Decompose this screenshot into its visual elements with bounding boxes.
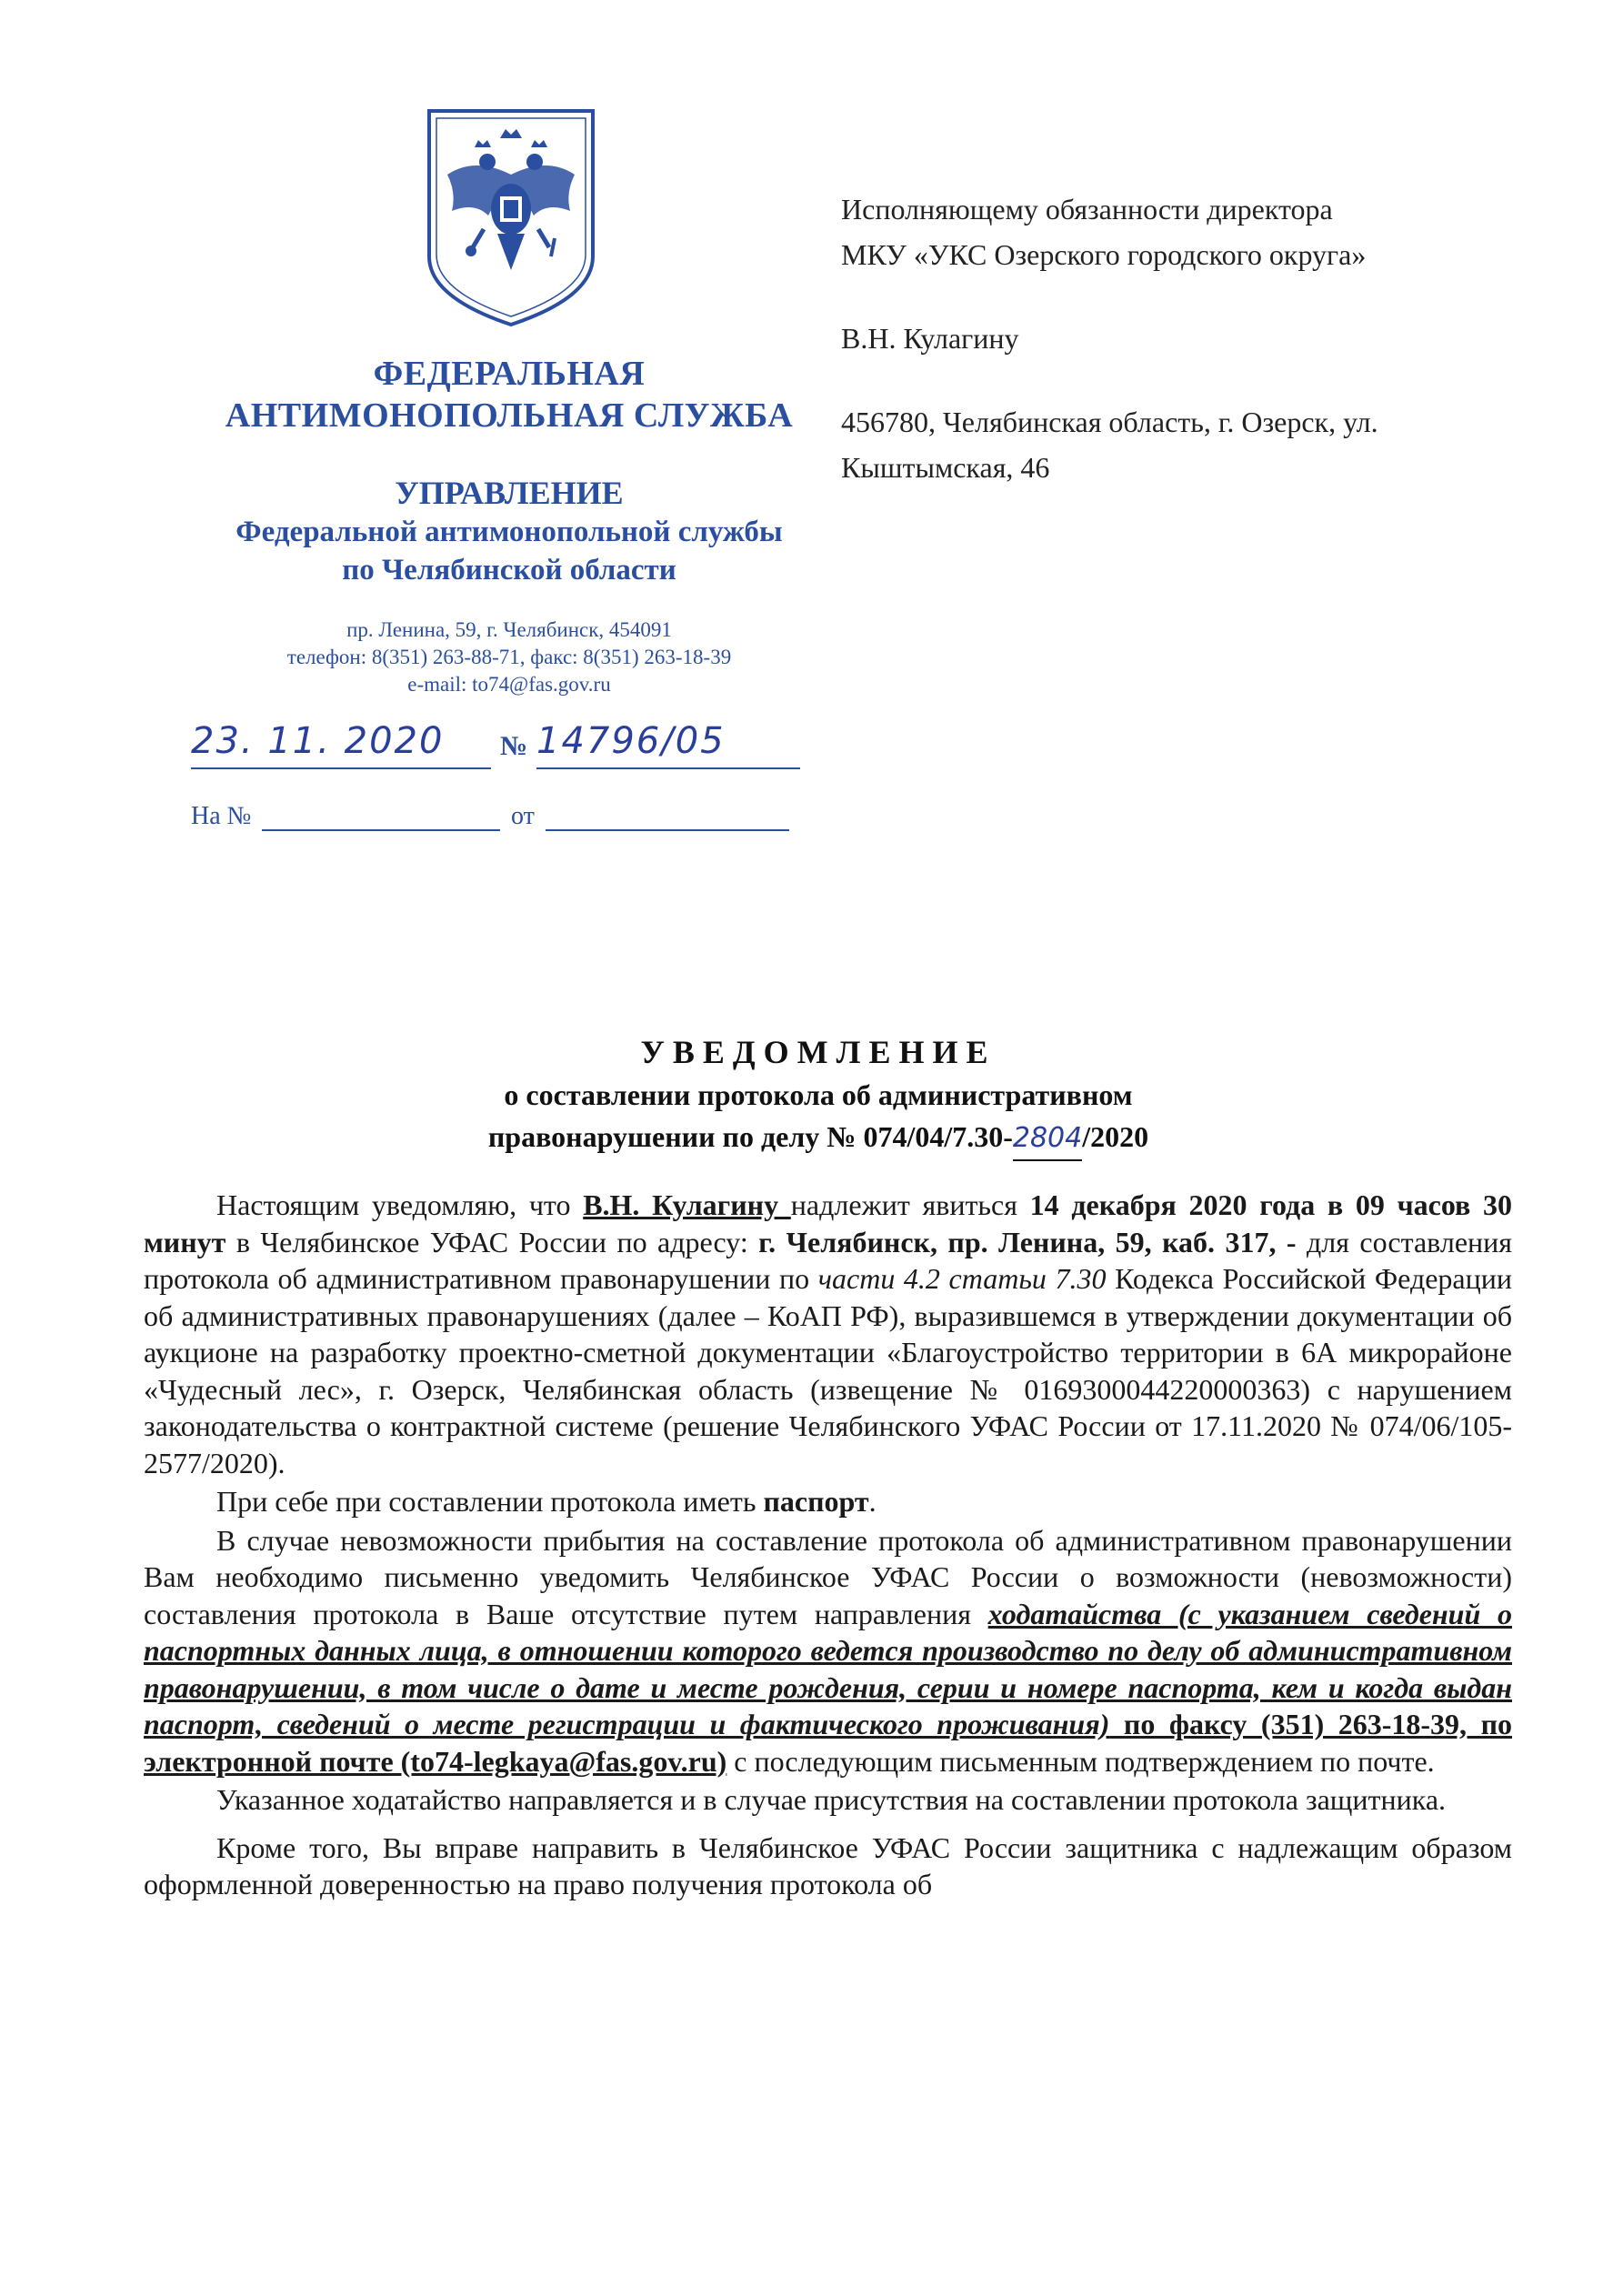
addressee-address-1: 456780, Челябинская область, г. Озерск, ул. <box>841 406 1378 438</box>
reference-date-blank <box>546 829 789 831</box>
addressee-organization: МКУ «УКС Озерского городского округа» <box>841 238 1367 271</box>
department-line-1: УПРАВЛЕНИЕ <box>395 475 624 511</box>
registration-line <box>191 720 809 775</box>
recipient-name: В.Н. Кулагину <box>583 1188 791 1221</box>
registration-date: 23. 11. 2020 <box>191 720 491 769</box>
contact-email: e-mail: to74@fas.gov.ru <box>407 673 611 696</box>
appointment-address: г. Челябинск, пр. Ленина, 59, каб. 317, - <box>758 1225 1297 1258</box>
case-number-suffix: /2020 <box>1082 1120 1149 1153</box>
addressee-address-2: Кыштымская, 46 <box>841 451 1050 484</box>
contact-block <box>182 617 837 698</box>
text-run: с последующим письменным подтверждением по почте. <box>726 1744 1435 1778</box>
contact-address: пр. Ленина, 59, г. Челябинск, 454091 <box>346 618 672 641</box>
department-line-2: Федеральной антимонопольной службы <box>235 516 783 548</box>
russian-double-headed-eagle-icon <box>420 102 602 329</box>
case-number-handwritten: 2804 <box>1013 1118 1082 1161</box>
fax-and-email: по факсу (351) 263-18-39, по электронной почте (to74-legkaya@fas.gov.ru) <box>144 1708 1513 1778</box>
contact-phones: телефон: 8(351) 263-88-71, факс: 8(351) 263-18-39 <box>286 646 732 668</box>
registration-number: 14796/05 <box>536 720 800 769</box>
notice-subtitle-2 <box>127 1116 1509 1161</box>
text-run: . <box>868 1485 877 1518</box>
paragraph-defender-presence: Указанное ходатайство направляется и в случае присутствия на составлении протокола защитника. <box>216 1783 1447 1816</box>
agency-name <box>182 353 837 436</box>
petition-requirements: ходатайства (с указанием сведений о паспортных данных лица, в отношении которого ведется производство по делу об административном правонарушении, в том числе о дате и месте рождения, серии и номере паспорта, кем и когда выдан паспорт, сведений о месте регистрации и фактического проживания) <box>144 1597 1513 1740</box>
addressee-position: Исполняющему обязанности директора <box>841 193 1333 226</box>
paragraph-petition <box>144 1522 1512 1780</box>
reference-prefix: На № <box>191 802 252 830</box>
department-line-3: по Челябинской области <box>342 554 676 587</box>
appointment-datetime: 14 декабря 2020 года в 09 часов 30 минут <box>144 1188 1513 1258</box>
text-run: для составления протокола об административном правонарушении по <box>144 1225 1513 1295</box>
text-run: При себе при составлении протокола иметь <box>216 1485 764 1518</box>
text-run: в Челябинское УФАС России по адресу: <box>225 1225 759 1258</box>
text-run: В случае невозможности прибытия на составление протокола об административном правонарушении Вам необходимо письменно уведомить Челябинское УФАС России о возможности (невозможности) составления протокола в Ваше отсутствие путем направления <box>144 1523 1512 1630</box>
paragraph-summons <box>144 1187 1512 1481</box>
addressee-name: В.Н. Кулагину <box>841 322 1019 355</box>
passport-term: паспорт <box>763 1485 869 1518</box>
addressee-block <box>841 186 1532 490</box>
reference-number-blank <box>262 829 500 831</box>
paragraph-defender-rights: Кроме того, Вы вправе направить в Челябинское УФАС России защитника с надлежащим образом оформленной доверенностью на право получения протокола об <box>144 1830 1512 1900</box>
agency-line-1: ФЕДЕРАЛЬНАЯ <box>373 355 646 393</box>
text-run: Настоящим уведомляю, что <box>216 1188 584 1221</box>
notice-title: УВЕДОМЛЕНИЕ <box>640 1034 997 1070</box>
department-name <box>182 473 837 589</box>
notice-title-block <box>127 1030 1509 1161</box>
paragraph-passport <box>144 1483 1512 1520</box>
registration-number-label: № <box>500 731 528 761</box>
notice-subtitle-1: о составлении протокола об административном <box>504 1078 1133 1111</box>
reference-line <box>191 802 809 838</box>
case-number-prefix: правонарушении по делу № 074/04/7.30- <box>487 1120 1013 1153</box>
law-article: части 4.2 статьи 7.30 <box>817 1262 1107 1295</box>
reference-from-label: от <box>511 802 535 830</box>
text-run: надлежит явиться <box>790 1188 1030 1221</box>
notice-body <box>144 1187 1512 1903</box>
text-run: Кодекса Российской Федерации об административных правонарушениях (далее – КоАП РФ), выразившемся в утверждении документации об аукционе на разработку проектно-сметной документации «Благоустройство территории в 6А микрорайоне «Чудесный лес», г. Озерск, Челябинская область (извещение № 0169300044220000363) с нарушением законодательства о контрактной системе (решение Челябинского УФАС России от 17.11.2020 № 074/06/105-2577/2020). <box>144 1262 1513 1479</box>
agency-line-2: АНТИМОНОПОЛЬНАЯ СЛУЖБА <box>225 396 794 435</box>
